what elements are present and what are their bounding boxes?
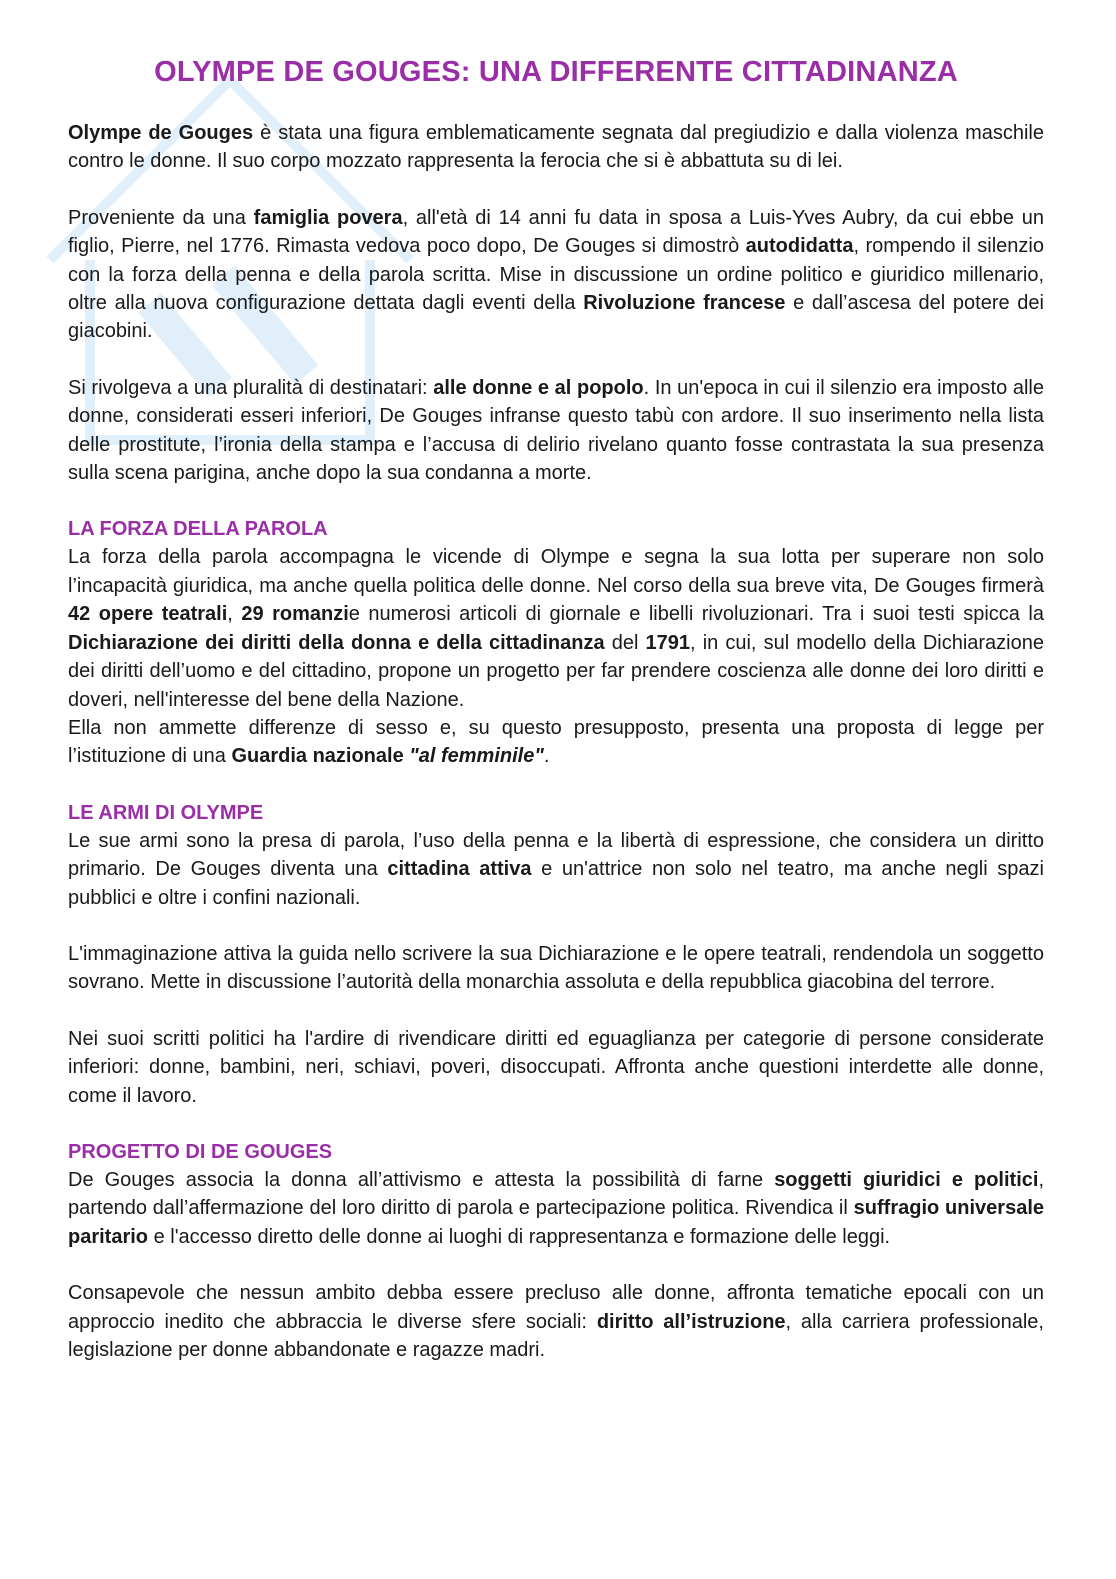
text-run: . xyxy=(543,745,550,768)
text-run: e dall’ascesa del potere dei giacobini. xyxy=(68,292,1044,343)
section-heading-armi-olympe: LE ARMI DI OLYMPE xyxy=(68,801,264,824)
bold-text: cittadina attiva xyxy=(387,858,532,881)
bold-text: Rivoluzione francese xyxy=(583,292,786,315)
section-3-paragraph-1 xyxy=(68,1166,1044,1251)
section-heading-forza-parola: LA FORZA DELLA PAROLA xyxy=(68,518,328,541)
text-run: e numerosi articoli di giornale e libelli rivoluzionari. Tra i suoi testi spicca la xyxy=(348,603,1044,626)
bold-text: 42 opere teatrali xyxy=(68,603,228,626)
page-title: OLYMPE DE GOUGES: UNA DIFFERENTE CITTADINANZA xyxy=(154,56,958,88)
section-1-paragraph-2 xyxy=(68,714,1044,771)
text-run: , in cui, sul modello della Dichiarazione dei diritti dell’uomo e del cittadino, propone un progetto per far prendere coscienza alle donne dei loro diritti e doveri, nell'interesse del bene della Nazione. xyxy=(68,631,1044,711)
section-heading-progetto: PROGETTO DI DE GOUGES xyxy=(68,1140,333,1163)
text-run: Nei suoi scritti politici ha l'ardire di rivendicare diritti ed eguaglianza per categorie di persone considerate inferiori: donne, bambini, neri, schiavi, poveri, disoccupati. Affronta anche questioni interdette alle donne, come il lavoro. xyxy=(68,1027,1044,1107)
document-content xyxy=(68,56,1044,1392)
text-run: e l'accesso diretto delle donne ai luoghi di rappresentanza e formazione delle leggi. xyxy=(148,1225,891,1248)
section-1-paragraph-1 xyxy=(68,543,1044,713)
text-run: L'immaginazione attiva la guida nello scrivere la sua Dichiarazione e le opere teatrali, rendendola un soggetto sovrano. Mette in discussione l’autorità della monarchia assoluta e della repubblica giacobina del terrore. xyxy=(68,942,1044,994)
intro-paragraph-1 xyxy=(68,119,1044,176)
bold-text: alle donne e al popolo xyxy=(433,376,644,399)
section-2-paragraph-3 xyxy=(68,1025,1044,1110)
intro-paragraph-3 xyxy=(68,374,1044,488)
text-run: è stata una figura emblematicamente segnata dal pregiudizio e dalla violenza maschile contro le donne. Il suo corpo mozzato rappresenta la ferocia che si è abbattuta su di lei. xyxy=(68,122,1045,173)
text-run: e un'attrice non solo nel teatro, ma anche negli spazi pubblici e oltre i confini nazionali. xyxy=(68,858,1044,909)
intro-paragraph-2 xyxy=(68,204,1044,346)
text-run: Ella non ammette differenze di sesso e, su questo presupposto, presenta una proposta di legge per l’istituzione di una xyxy=(68,716,1044,768)
bold-text: diritto all’istruzione xyxy=(596,1310,786,1333)
text-run: , partendo dall’affermazione del loro diritto di parola e partecipazione politica. Rivendica il xyxy=(68,1168,1044,1220)
text-run: , xyxy=(227,603,242,626)
bold-text: "al femminile" xyxy=(409,745,544,768)
section-2-paragraph-2 xyxy=(68,940,1044,997)
text-run: Si rivolgeva a una pluralità di destinatari: xyxy=(68,376,434,399)
text-run: La forza della parola accompagna le vicende di Olympe e segna la sua lotta per superare non solo l’incapacità giuridica, ma anche quella politica delle donne. Nel corso della sua breve vita, De Gouges firmerà xyxy=(68,546,1044,597)
text-run: Consapevole che nessun ambito debba essere precluso alle donne, affronta tematiche epocali con un approccio inedito che abbraccia le diverse sfere sociali: xyxy=(68,1282,1044,1333)
text-run: del xyxy=(604,631,646,654)
bold-text: 29 romanzi xyxy=(241,603,349,626)
bold-text: autodidatta xyxy=(745,235,854,258)
bold-text: soggetti giuridici e politici xyxy=(774,1168,1039,1191)
bold-text: Olympe de Gouges xyxy=(68,122,254,144)
section-3-paragraph-2 xyxy=(68,1279,1044,1364)
section-2-paragraph-1 xyxy=(68,827,1044,912)
bold-text: Guardia nazionale xyxy=(231,745,410,768)
text-run: . In un'epoca in cui il silenzio era imposto alle donne, considerati esseri inferiori, De Gouges infranse questo tabù con ardore. Il suo inserimento nella lista delle prostitute, l’ironia della stampa e l’accusa di delirio rivelano quanto fosse contrastata la sua presenza sulla scena parigina, anche dopo la sua condanna a morte. xyxy=(68,376,1044,485)
text-run: , rompendo il silenzio con la forza della penna e della parola scritta. Mise in discussione un ordine politico e giuridico millenario, oltre alla nuova configurazione dettata dagli eventi della xyxy=(68,235,1044,315)
text-run: , alla carriera professionale, legislazione per donne abbandonate e ragazze madri. xyxy=(68,1310,1044,1361)
text-run: Le sue armi sono la presa di parola, l’uso della penna e la libertà di espressione, che considera un diritto primario. De Gouges diventa una xyxy=(68,829,1044,881)
text-run: , all'età di 14 anni fu data in sposa a Luis-Yves Aubry, da cui ebbe un figlio, Pierre, nel 1776. Rimasta vedova poco dopo, De Gouges si dimostrò xyxy=(68,206,1045,258)
bold-text: famiglia povera xyxy=(253,206,403,229)
bold-text: suffragio universale paritario xyxy=(68,1197,1044,1248)
bold-text: Dichiarazione dei diritti della donna e della cittadinanza xyxy=(68,631,605,654)
text-run: Proveniente da una xyxy=(68,206,254,229)
text-run: De Gouges associa la donna all’attivismo e attesta la possibilità di farne xyxy=(68,1168,775,1191)
bold-text: 1791 xyxy=(645,631,691,654)
